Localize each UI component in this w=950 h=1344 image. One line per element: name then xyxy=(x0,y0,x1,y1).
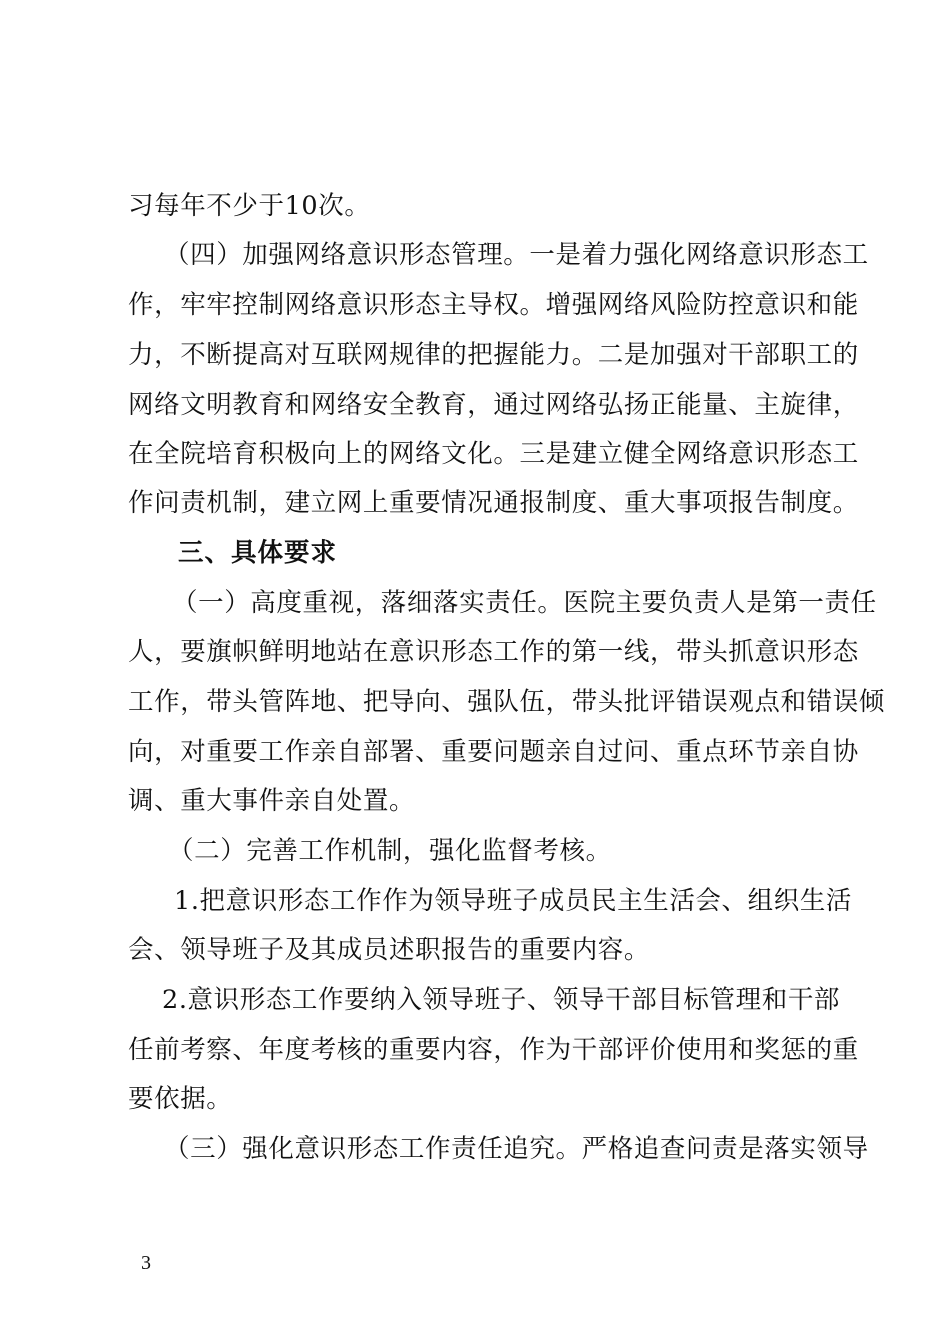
paragraph-heading-line: （三）强化意识形态工作责任追究。严格追查问责是落实领导 xyxy=(164,1134,869,1164)
section-heading: 三、具体要求 xyxy=(178,538,338,568)
text-line: 在全院培育积极向上的网络文化。三是建立健全网络意识形态工 xyxy=(128,439,859,469)
page-number: 3 xyxy=(141,1252,151,1274)
numbered-item-line: 1.把意识形态工作作为领导班子成员民主生活会、组织生活 xyxy=(174,886,853,916)
text-line: 任前考察、年度考核的重要内容，作为干部评价使用和奖惩的重 xyxy=(128,1035,859,1065)
text-line: 作问责机制，建立网上重要情况通报制度、重大事项报告制度。 xyxy=(128,488,859,518)
paragraph-heading-line: （四）加强网络意识形态管理。一是着力强化网络意识形态工 xyxy=(164,240,869,270)
text-line: 会、领导班子及其成员述职报告的重要内容。 xyxy=(128,935,651,965)
paragraph-heading-line: （二）完善工作机制，强化监督考核。 xyxy=(168,836,612,866)
text-line: 要依据。 xyxy=(128,1084,233,1114)
text-line: 工作，带头管阵地、把导向、强队伍，带头批评错误观点和错误倾 xyxy=(128,687,885,717)
text-line: 力，不断提高对互联网规律的把握能力。二是加强对干部职工的 xyxy=(128,340,859,370)
text-line: 人，要旗帜鲜明地站在意识形态工作的第一线，带头抓意识形态 xyxy=(128,637,859,667)
text-line: 向，对重要工作亲自部署、重要问题亲自过问、重点环节亲自协 xyxy=(128,737,859,767)
text-line: 习每年不少于10次。 xyxy=(128,191,371,221)
text-line: 调、重大事件亲自处置。 xyxy=(128,786,416,816)
numbered-item-line: 2.意识形态工作要纳入领导班子、领导干部目标管理和干部 xyxy=(162,985,841,1015)
text-line: 网络文明教育和网络安全教育，通过网络弘扬正能量、主旋律， xyxy=(128,390,859,420)
paragraph-heading-line: （一）高度重视，落细落实责任。医院主要负责人是第一责任 xyxy=(172,588,877,618)
text-line: 作，牢牢控制网络意识形态主导权。增强网络风险防控意识和能 xyxy=(128,290,859,320)
